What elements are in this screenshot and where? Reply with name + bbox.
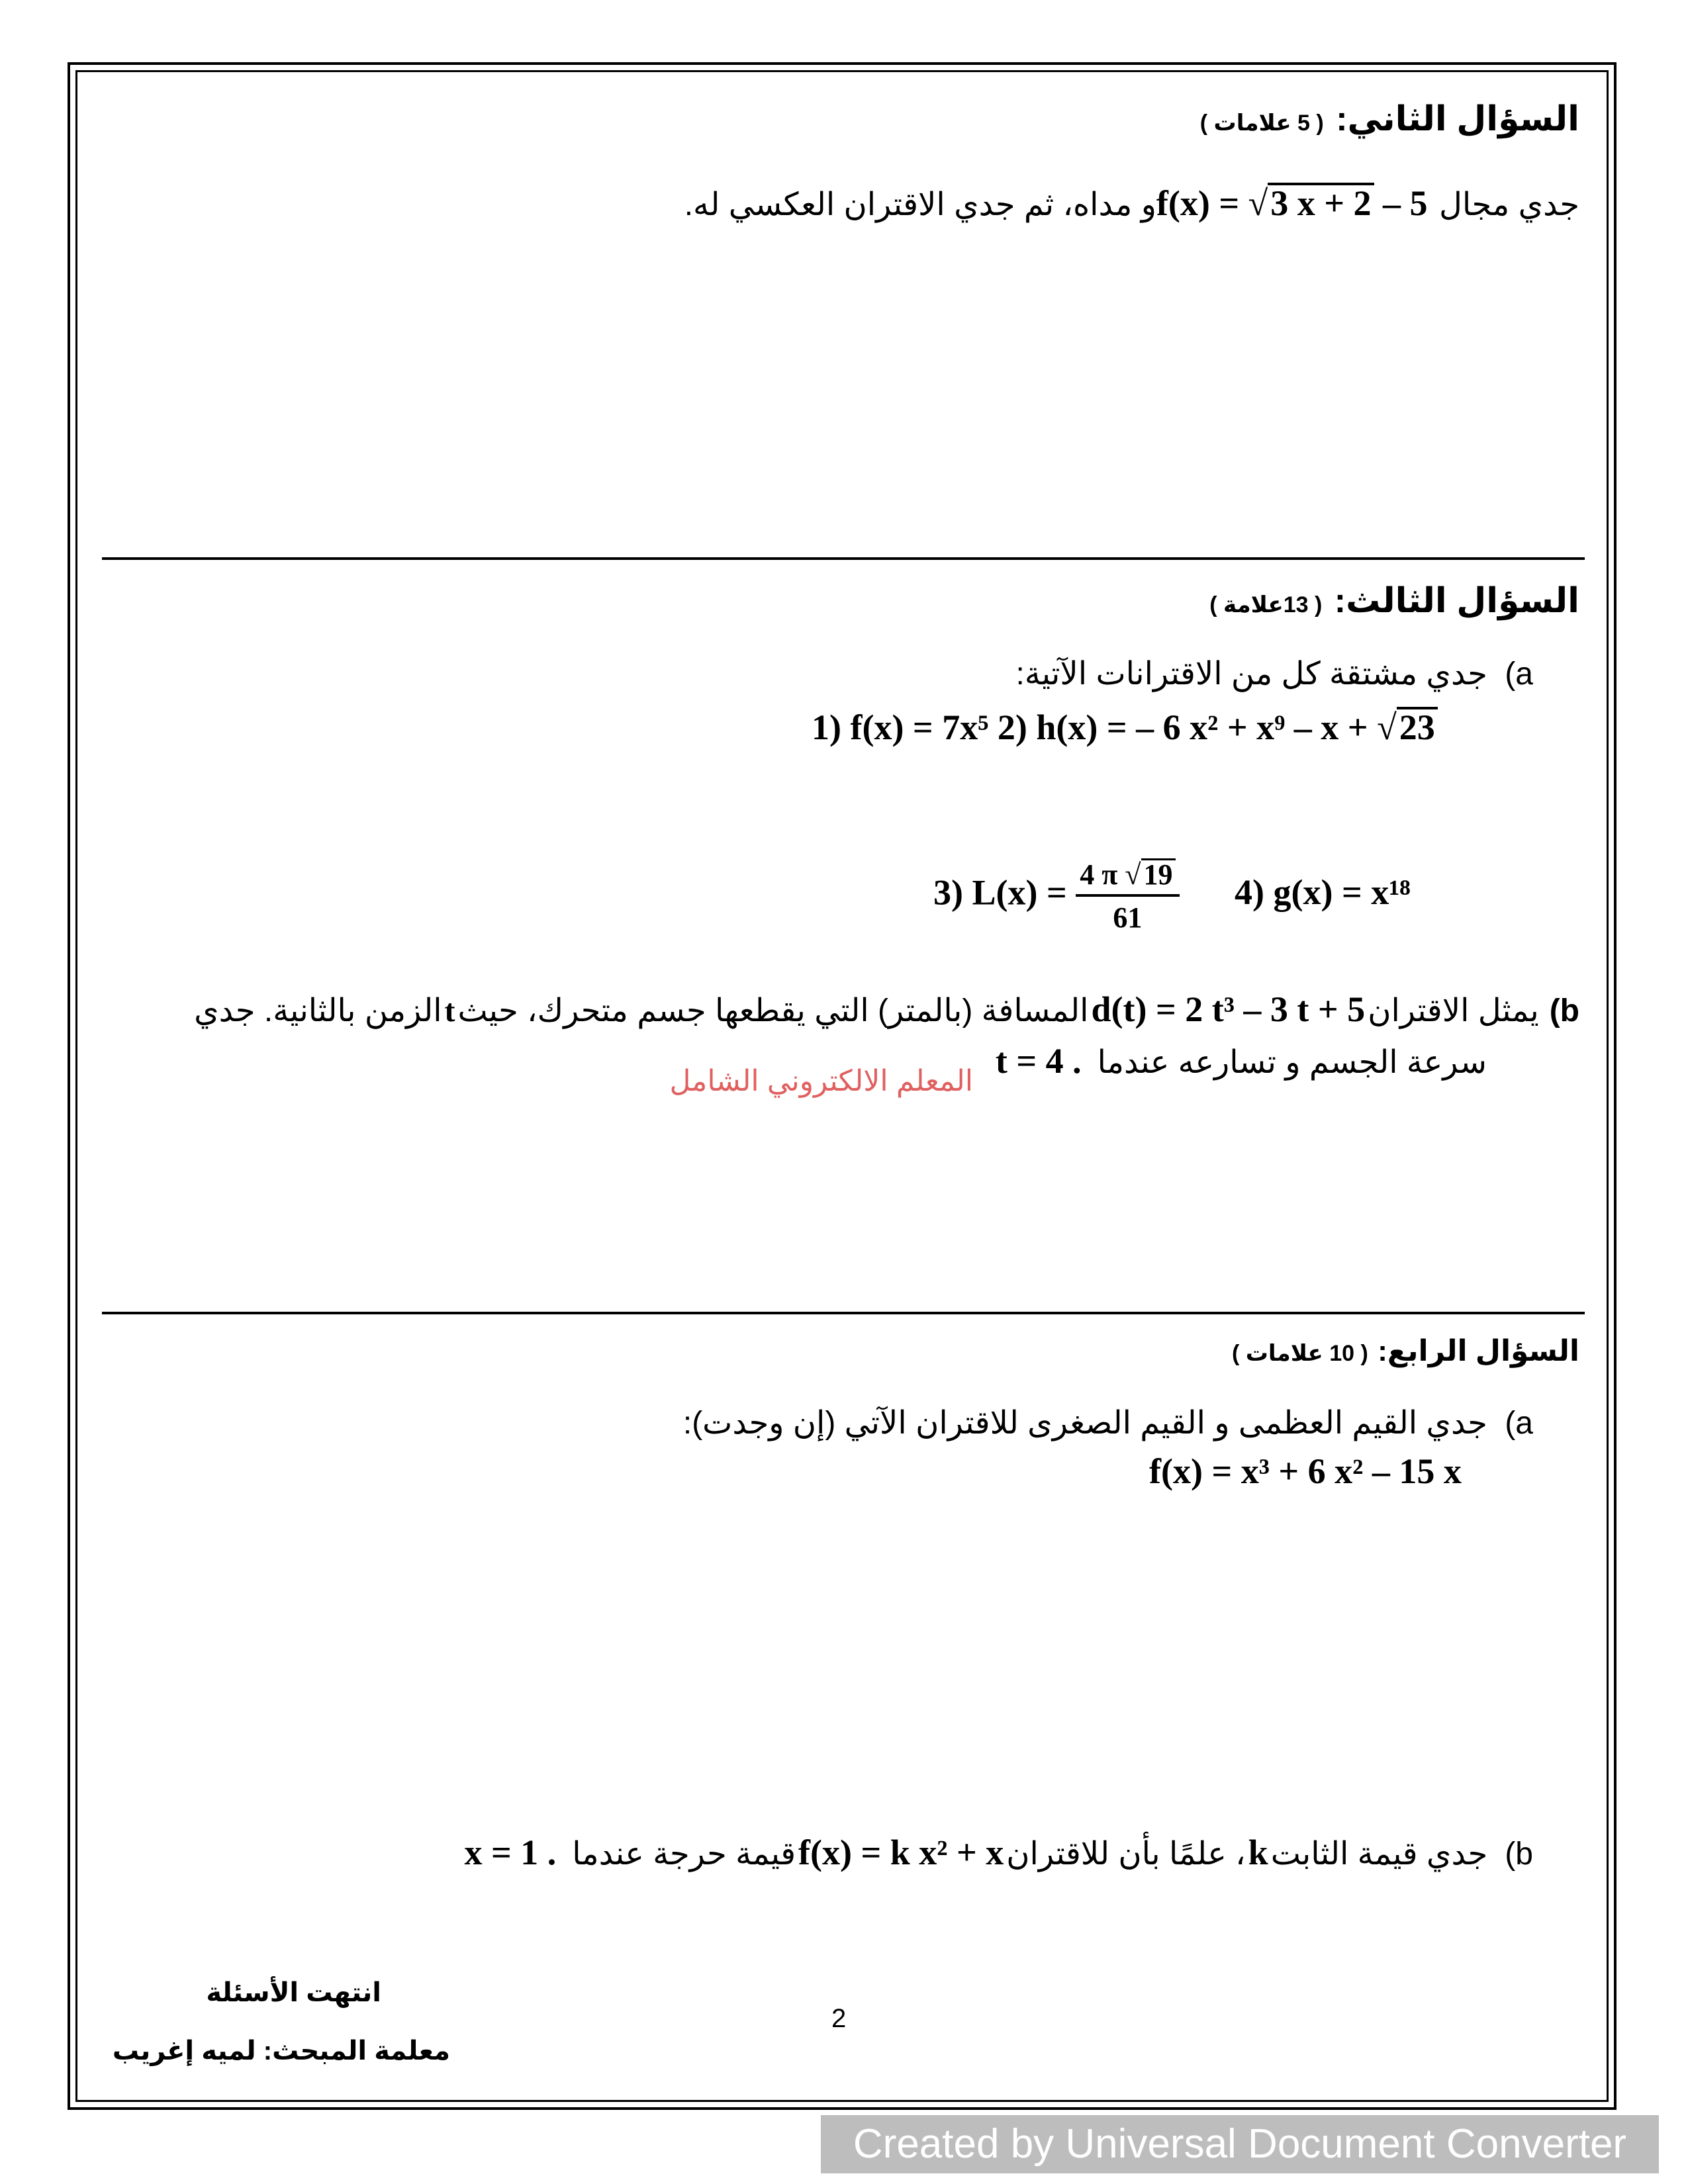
q3-heading: السؤال الثالث: xyxy=(1334,582,1579,620)
q3a-f3-denominator: 61 xyxy=(1113,901,1143,934)
q2-question xyxy=(684,183,1579,224)
q3a-f3-num-radicand: 19 xyxy=(1141,858,1176,889)
q3-part-a xyxy=(1016,655,1534,692)
q3a-f3-numerator xyxy=(1076,858,1179,897)
q4-part-b xyxy=(464,1832,1533,1873)
q3a-f3-lhs: 3) L(x) = xyxy=(933,872,1076,913)
q2-text-after: و مداه، ثم جدي الاقتران العكسي له. xyxy=(684,187,1156,222)
q4b-label: b) xyxy=(1505,1837,1533,1872)
q2-formula-radicand: 3 x + 2 xyxy=(1268,183,1374,221)
page-number: 2 xyxy=(831,2004,847,2033)
q3b-line2-formula: t = 4 . xyxy=(995,1041,1082,1081)
q4a-formula: f(x) = x³ + 6 x² – 15 x xyxy=(1149,1451,1462,1491)
sqrt-symbol: √ xyxy=(1125,858,1141,891)
q2-formula xyxy=(1156,183,1436,223)
teacher-signature: معلمة المبحث: لميه إغريب xyxy=(112,2036,450,2066)
q3-marks: ( 13علامة ) xyxy=(1209,592,1323,617)
q2-text-before: جدي مجال xyxy=(1439,187,1579,222)
q3b-formula: d(t) = 2 t³ – 3 t + 5 xyxy=(1091,989,1366,1029)
sqrt-symbol: √ xyxy=(1377,707,1397,747)
q3a-text: جدي مشتقة كل من الاقترانات الآتية: xyxy=(1015,657,1487,692)
q4-header xyxy=(1232,1334,1579,1368)
q4-part-a xyxy=(683,1404,1533,1441)
q4-heading: السؤال الرابع: xyxy=(1378,1335,1579,1367)
q4b-k: k xyxy=(1248,1833,1268,1872)
q4a-text: جدي القيم العظمى و القيم الصغرى للاقتران الآتي (إن وجدت): xyxy=(682,1406,1487,1441)
q3a-label: a) xyxy=(1505,657,1533,692)
q4b-formula: f(x) = k x² + x xyxy=(798,1833,1004,1872)
q3b-label: b) xyxy=(1549,993,1579,1028)
q2-formula-lhs: f(x) = xyxy=(1156,183,1248,223)
q3b-line1-post: المسافة (بالمتر) التي يقطعها جسم متحرك، حيث xyxy=(457,993,1089,1028)
q3b-line1-end: الزمن بالثانية. جدي xyxy=(194,993,442,1028)
q4b-x-value: x = 1 . xyxy=(464,1833,557,1872)
q2-heading: السؤال الثاني: xyxy=(1336,100,1579,138)
q3a-f4: 4) g(x) = x¹⁸ xyxy=(1235,872,1411,913)
section-divider xyxy=(102,1312,1585,1314)
q3a-f3-fraction xyxy=(1076,858,1179,934)
q2-marks: ( 5 علامات ) xyxy=(1199,111,1324,136)
sqrt-symbol: √ xyxy=(1248,183,1268,223)
q4-marks: ( 10 علامات ) xyxy=(1231,1341,1368,1366)
q4b-text-post: قيمة حرجة عندما xyxy=(572,1837,796,1872)
q3b-t: t xyxy=(444,993,455,1028)
end-of-questions: انتهت الأسئلة xyxy=(206,1978,381,2007)
q3b-line2-text: سرعة الجسم و تسارعه عندما xyxy=(1097,1045,1487,1080)
q3-part-b-line1 xyxy=(194,989,1579,1030)
q3a-f1: 1) f(x) = 7x⁵ xyxy=(812,707,989,747)
q3-part-b-line2 xyxy=(996,1040,1487,1081)
q3a-f2-prefix: 2) h(x) = – 6 x² + x⁹ – x + xyxy=(997,707,1378,747)
q4a-label: a) xyxy=(1505,1406,1533,1441)
converter-banner: Created by Universal Document Converter xyxy=(821,2115,1659,2173)
q3b-line1-pre: يمثل الاقتران xyxy=(1368,993,1539,1028)
section-divider xyxy=(102,557,1585,560)
q3a-f2-radicand: 23 xyxy=(1397,707,1438,745)
q3-header xyxy=(1209,581,1579,621)
q3a-f3-num-prefix: 4 π xyxy=(1080,858,1125,891)
q4b-text-pre: جدي قيمة الثابت xyxy=(1270,1837,1488,1872)
q4b-text-mid: ، علمًا بأن للاقتران xyxy=(1006,1837,1246,1872)
watermark-text: المعلم الالكتروني الشامل xyxy=(669,1065,973,1097)
q2-header xyxy=(1200,99,1579,139)
q3a-formulas-row1 xyxy=(812,707,1438,748)
q2-formula-tail: – 5 xyxy=(1374,183,1428,223)
q3a-formulas-row2 xyxy=(933,858,1411,934)
